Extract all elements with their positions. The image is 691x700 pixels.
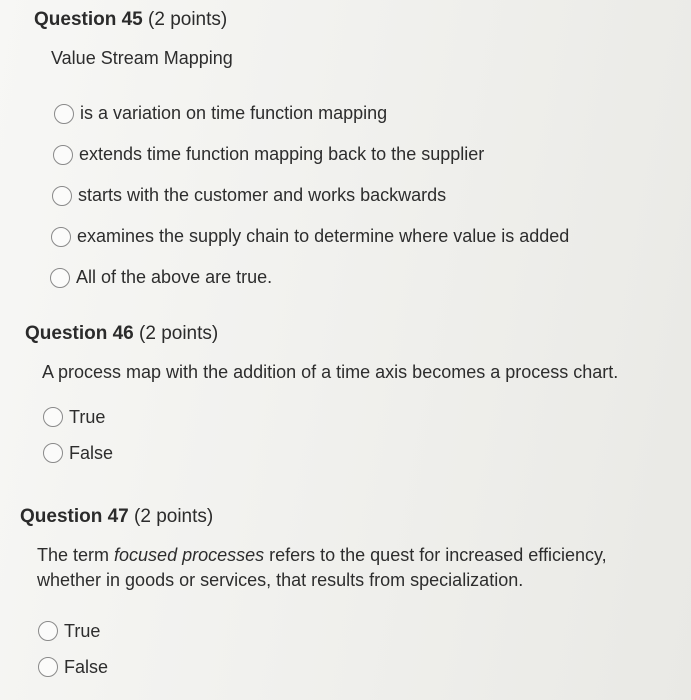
answer-options: [38, 613, 657, 685]
question-45: [34, 8, 569, 298]
answer-option-false[interactable]: [43, 435, 618, 471]
answer-option[interactable]: [52, 175, 569, 216]
question-46: [25, 322, 618, 471]
answer-option[interactable]: [51, 216, 569, 257]
option-label: starts with the customer and works backwards: [78, 185, 447, 205]
question-points: (2 points): [139, 323, 219, 344]
question-prompt: Value Stream Mapping: [51, 48, 233, 68]
prompt-text: refers to the quest for increased efficiency, whether in goods or services, that results from specialization.: [37, 545, 607, 590]
radio-button-icon[interactable]: [38, 657, 58, 677]
option-label: All of the above are true.: [76, 267, 273, 287]
radio-button-icon[interactable]: [38, 621, 58, 641]
answer-options: [52, 93, 569, 298]
radio-button-icon[interactable]: [43, 407, 63, 427]
option-label: extends time function mapping back to the supplier: [79, 144, 485, 164]
question-prompt: A process map with the addition of a time axis becomes a process chart.: [42, 362, 619, 382]
answer-option[interactable]: [53, 134, 569, 175]
answer-option-true[interactable]: [43, 399, 618, 435]
question-title: [25, 322, 618, 346]
question-number: Question 47: [20, 506, 129, 527]
option-label: True: [69, 406, 106, 427]
prompt-text: The term: [37, 545, 115, 565]
option-label: False: [69, 442, 114, 463]
answer-options: [43, 399, 618, 471]
question-number: Question 45: [34, 9, 143, 30]
question-47: [20, 505, 657, 685]
answer-option[interactable]: [54, 93, 569, 134]
option-label: False: [64, 656, 109, 677]
option-label: is a variation on time function mapping: [80, 103, 388, 123]
radio-button-icon[interactable]: [53, 145, 73, 165]
question-number: Question 46: [25, 323, 134, 344]
radio-button-icon[interactable]: [51, 227, 71, 247]
question-title: [20, 505, 657, 529]
question-prompt: [37, 543, 657, 593]
question-title: [34, 8, 569, 32]
question-points: (2 points): [134, 506, 214, 527]
answer-option-false[interactable]: [38, 649, 657, 685]
option-label: True: [64, 620, 101, 641]
radio-button-icon[interactable]: [43, 443, 63, 463]
radio-button-icon[interactable]: [50, 268, 70, 288]
option-label: examines the supply chain to determine where value is added: [77, 226, 570, 246]
prompt-emphasis: focused processes: [114, 545, 265, 565]
question-points: (2 points): [148, 9, 228, 30]
radio-button-icon[interactable]: [52, 186, 72, 206]
radio-button-icon[interactable]: [54, 104, 74, 124]
answer-option[interactable]: [50, 257, 569, 298]
answer-option-true[interactable]: [38, 613, 657, 649]
